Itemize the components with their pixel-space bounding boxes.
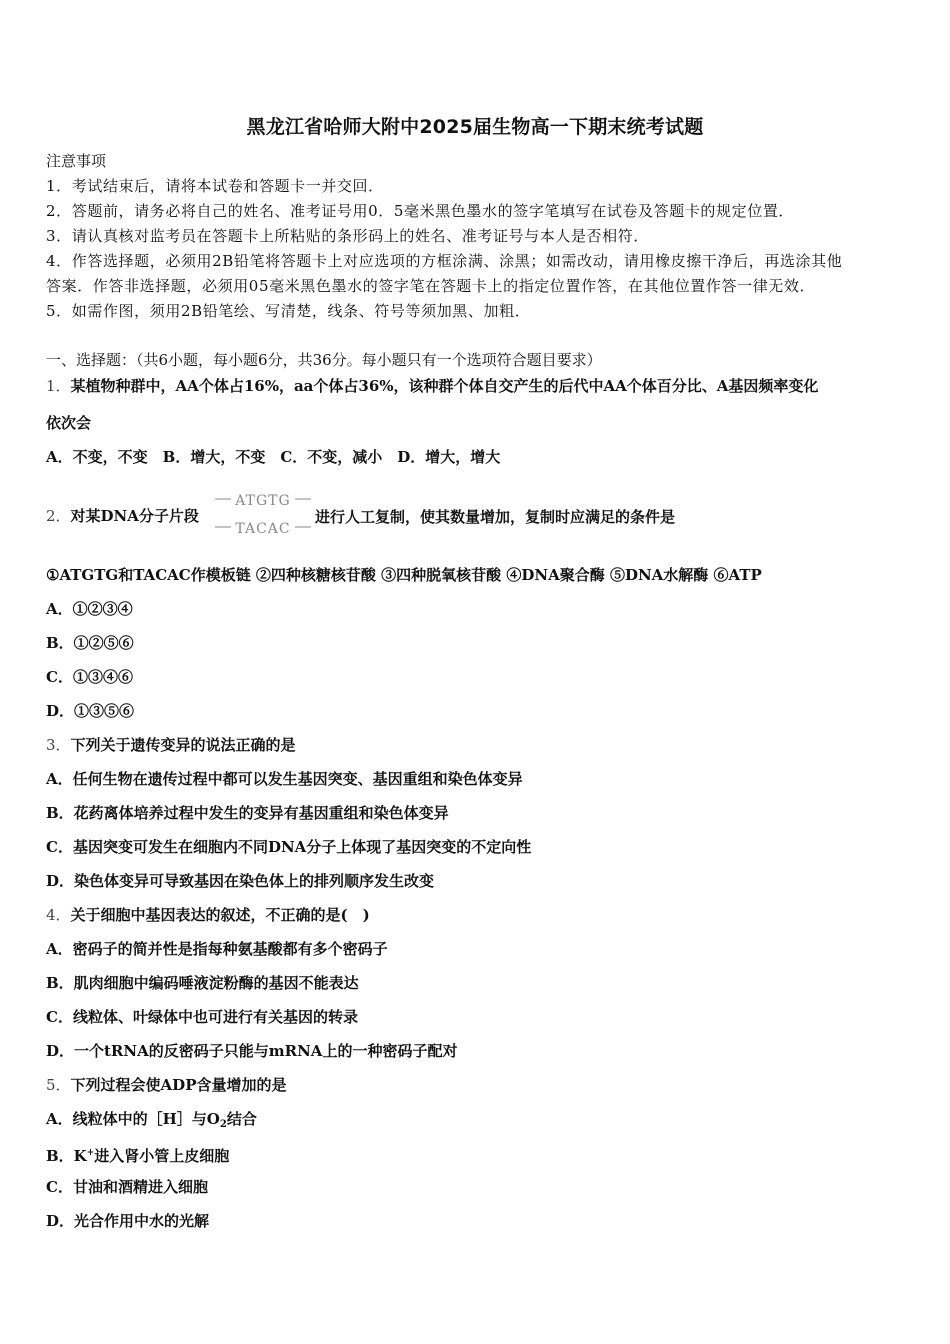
question-5: [46, 1075, 286, 1095]
option-b: B．花药离体培养过程中发生的变异有基因重组和染色体变异: [46, 804, 449, 822]
notice-item: 答案．作答非选择题，必须用05毫米黑色墨水的签字笔在答题卡上的指定位置作答，在其他位置作答一律无效．: [46, 277, 816, 295]
option-d: D．一个tRNA的反密码子只能与mRNA上的一种密码子配对: [46, 1042, 458, 1060]
question-stem: 对某DNA分子片段: [70, 507, 199, 525]
question-stem: 关于细胞中基因表达的叙述，不正确的是( ): [70, 906, 370, 924]
question-2: [46, 506, 199, 526]
question-number: 5．: [46, 1076, 71, 1094]
option-text: 结合: [226, 1110, 257, 1128]
question-stem: 下列过程会使ADP含量增加的是: [70, 1076, 287, 1094]
question-number: 4．: [46, 906, 71, 924]
option-a: A．密码子的简并性是指每种氨基酸都有多个密码子: [46, 940, 388, 958]
dna-strand-top: ATGTG: [235, 493, 291, 509]
dna-strand-bottom: TACAC: [235, 521, 291, 537]
notice-item: 5．如需作图，须用2B铅笔绘、写清楚，线条、符号等须加黑、加粗．: [46, 302, 531, 320]
option-c: C．线粒体、叶绿体中也可进行有关基因的转录: [46, 1008, 358, 1026]
question-2-conditions: ①ATGTG和TACAC作模板链 ②四种核糖核苷酸 ③四种脱氧核苷酸 ④DNA聚合酶 ⑤DNA水解酶 ⑥ATP: [46, 566, 762, 584]
option-d: D．光合作用中水的光解: [46, 1212, 210, 1230]
option-c: C．甘油和酒精进入细胞: [46, 1178, 208, 1196]
question-stem: 某植物种群中，AA个体占16%，aa个体占36%，该种群个体自交产生的后代中AA个体百分比、A基因频率变化: [70, 377, 819, 395]
option-text: 进入肾小管上皮细胞: [94, 1147, 230, 1165]
option-text: A．线粒体中的［H］与O: [46, 1110, 220, 1128]
dna-fragment-figure: [213, 487, 313, 543]
option-b: B．①②⑤⑥: [46, 634, 134, 652]
question-number: 2．: [46, 507, 71, 525]
superscript: +: [86, 1148, 95, 1158]
question-4: [46, 905, 370, 925]
page-title: 黑龙江省哈师大附中2025届生物高一下期末统考试题: [246, 116, 704, 138]
notice-item: 3．请认真核对监考员在答题卡上所粘贴的条形码上的姓名、准考证号与本人是否相符．: [46, 227, 649, 245]
question-1: [46, 376, 818, 396]
option-c: C．基因突变可发生在细胞内不同DNA分子上体现了基因突变的不定向性: [46, 838, 532, 856]
option-a: [46, 1109, 257, 1135]
option-d: D．①③⑤⑥: [46, 702, 135, 720]
question-3: [46, 735, 296, 755]
notice-item: 1．考试结束后，请将本试卷和答题卡一并交回．: [46, 177, 384, 195]
notice-item: 4．作答选择题，必须用2B铅笔将答题卡上对应选项的方框涂满、涂黑；如需改动，请用橡皮擦干净后，再选涂其他: [46, 252, 843, 270]
option-b: B．肌肉细胞中编码唾液淀粉酶的基因不能表达: [46, 974, 359, 992]
question-1-options: A．不变，不变 B．增大，不变 C．不变，减小 D．增大，增大: [46, 448, 501, 466]
question-number: 3．: [46, 736, 71, 754]
option-text: B．K: [46, 1147, 87, 1165]
question-number: 1．: [46, 377, 71, 395]
subscript: 2: [219, 1119, 227, 1130]
option-a: A．①②③④: [46, 600, 133, 618]
option-b: [46, 1143, 229, 1166]
notice-item: 2．答题前，请务必将自己的姓名、准考证号用0．5毫米黑色墨水的签字笔填写在试卷及答题卡的规定位置．: [46, 202, 795, 220]
section-heading: 一、选择题：（共6小题，每小题6分，共36分。每小题只有一个选项符合题目要求）: [46, 351, 602, 369]
option-c: C．①③④⑥: [46, 668, 133, 686]
question-stem-continued: 依次会: [46, 414, 92, 432]
option-d: D．染色体变异可导致基因在染色体上的排列顺序发生改变: [46, 872, 435, 890]
notice-heading: 注意事项: [46, 152, 107, 170]
option-a: A．任何生物在遗传过程中都可以发生基因突变、基因重组和染色体变异: [46, 770, 523, 788]
question-stem-continued: 进行人工复制，使其数量增加，复制时应满足的条件是: [315, 508, 676, 526]
question-stem: 下列关于遗传变异的说法正确的是: [70, 736, 296, 754]
